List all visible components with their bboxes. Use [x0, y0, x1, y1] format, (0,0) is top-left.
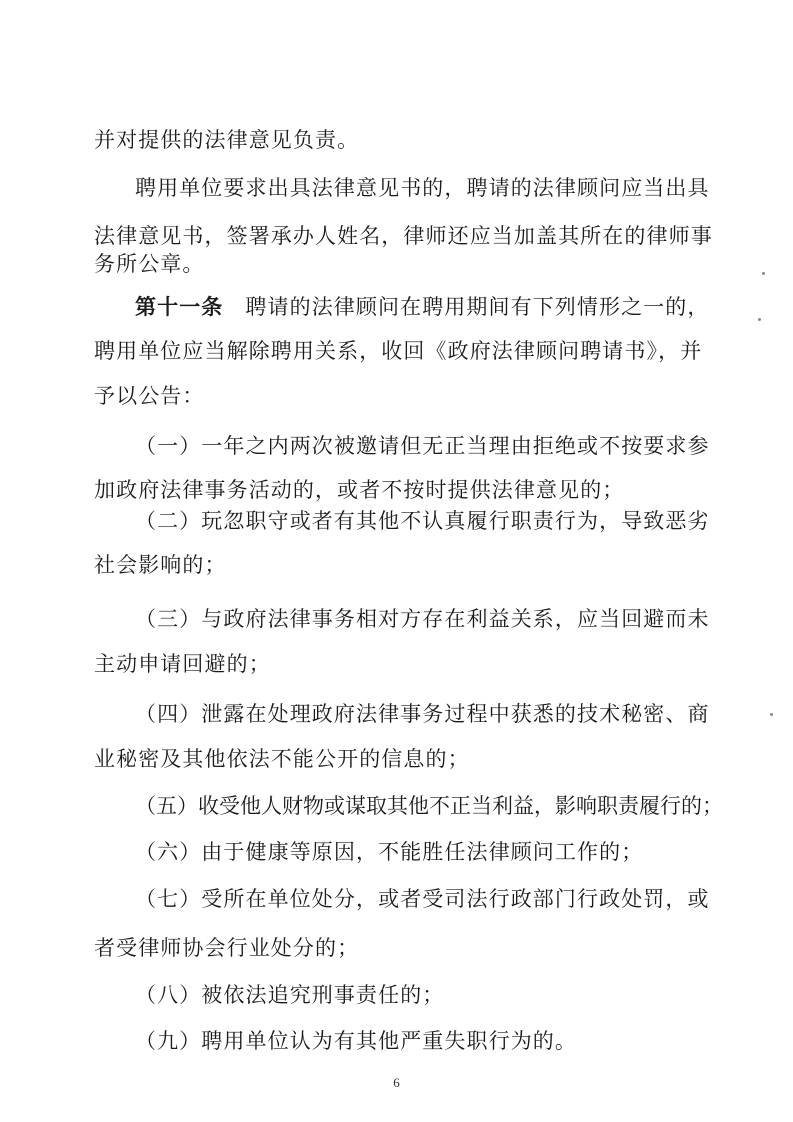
page-number: 6	[393, 1075, 400, 1090]
list-item-line: （八）被依法追究刑事责任的；	[135, 983, 445, 1007]
body-line: 业秘密及其他依法不能公开的信息的；	[94, 747, 470, 771]
article-heading: 第十一条	[135, 294, 224, 319]
list-item-line: （一）一年之内两次被邀请但无正当理由拒绝或不按要求参	[135, 434, 710, 458]
body-line: 予以公告：	[94, 384, 205, 408]
scan-speck	[762, 272, 765, 275]
body-line: 主动申请回避的；	[94, 652, 271, 676]
list-item-line: （五）收受他人财物或谋取其他不正当利益，影响职责履行的；	[135, 794, 723, 818]
list-item-line: （三）与政府法律事务相对方存在利益关系，应当回避而未	[135, 607, 710, 631]
list-item-line: （九）聘用单位认为有其他严重失职行为的。	[135, 1029, 577, 1053]
article-line	[135, 294, 710, 319]
list-item-line: （七）受所在单位处分，或者受司法行政部门行政处罚，或	[135, 887, 710, 911]
body-text: 聘请的法律顾问在聘用期间有下列情形之一的，	[245, 295, 710, 319]
scan-speck	[758, 318, 761, 321]
body-line: 者受律师协会行业处分的；	[94, 936, 360, 960]
body-line: 并对提供的法律意见负责。	[94, 128, 360, 152]
body-line: 加政府法律事务活动的，或者不按时提供法律意见的；	[94, 478, 625, 502]
body-line: 聘用单位应当解除聘用关系，收回《政府法律顾问聘请书》，并	[94, 339, 703, 363]
list-item-line: （六）由于健康等原因，不能胜任法律顾问工作的；	[135, 840, 644, 864]
list-item-line: （二）玩忽职守或者有其他不认真履行职责行为，导致恶劣	[135, 509, 710, 533]
body-line: 务所公章。	[94, 252, 205, 276]
list-item-line: （四）泄露在处理政府法律事务过程中获悉的技术秘密、商	[135, 702, 710, 726]
body-line: 社会影响的；	[94, 553, 227, 577]
scan-speck	[770, 713, 773, 716]
body-line: 聘用单位要求出具法律意见书的，聘请的法律顾问应当出具	[135, 176, 710, 200]
body-line: 法律意见书，签署承办人姓名，律师还应当加盖其所在的律师事	[94, 224, 713, 248]
